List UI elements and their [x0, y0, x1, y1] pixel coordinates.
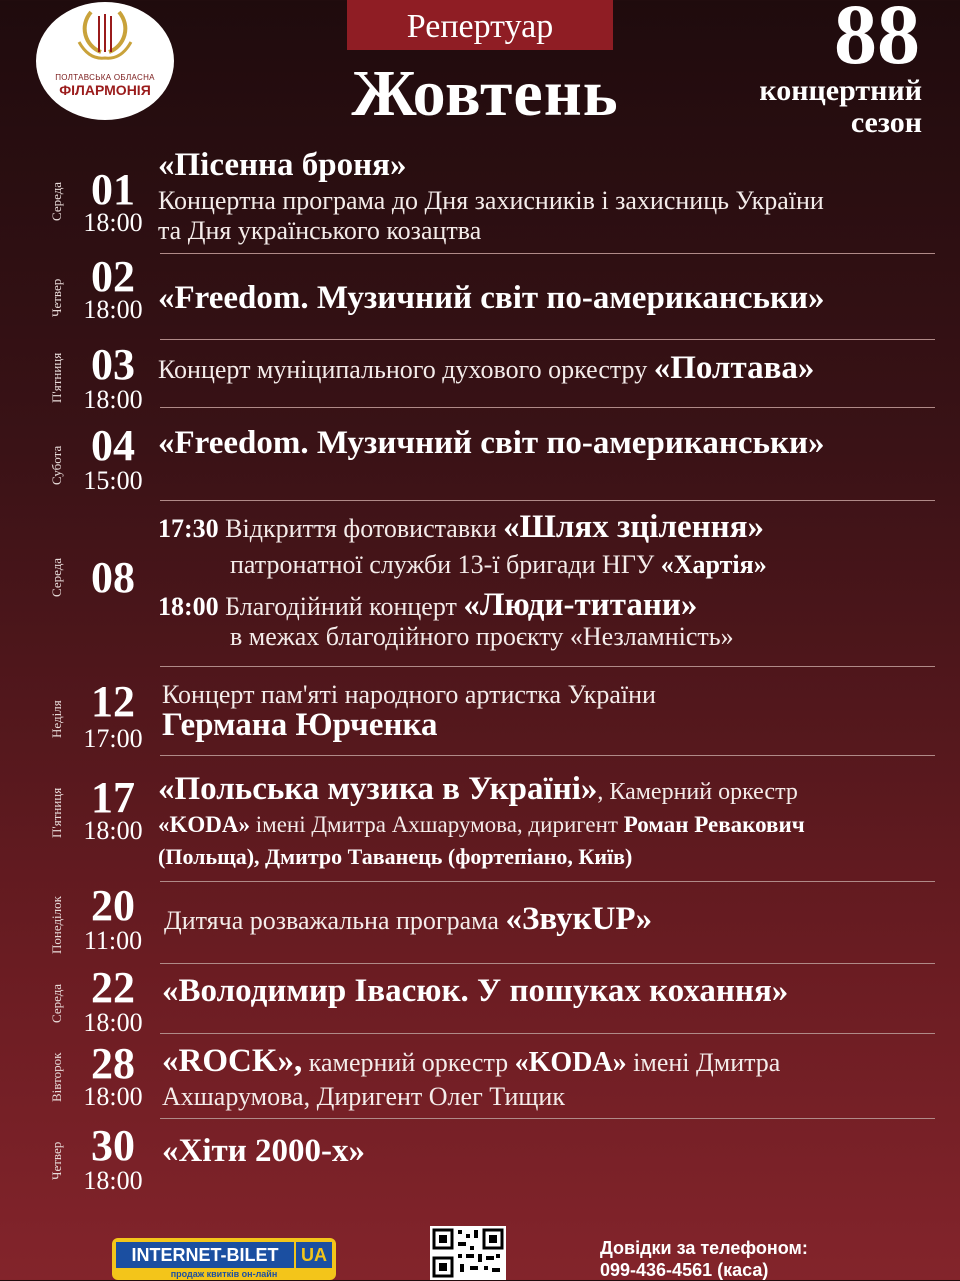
event-description: патронатної служби 13-ї бригади НГУ	[230, 550, 661, 579]
conductor-name: Роман Ревакович	[623, 812, 805, 837]
event-description: (Польща), Дмитро Таванець (фортепіано, Київ)	[158, 844, 633, 869]
event-time: 18:00	[83, 295, 143, 324]
event-day: 03	[91, 340, 135, 389]
event-line	[158, 587, 698, 623]
event-time: 17:30	[158, 514, 219, 543]
phone-label: Довідки за телефоном:	[600, 1238, 808, 1258]
event-title: «Хіти 2000-х»	[162, 1133, 365, 1169]
event-line	[158, 350, 815, 386]
event-weekday: Неділя	[49, 700, 64, 738]
event-weekday: Понеділок	[49, 896, 64, 954]
event-time: 18:00	[158, 592, 219, 621]
event-time: 18:00	[83, 1008, 143, 1037]
event-line	[158, 810, 805, 840]
event-title: «Хартія»	[660, 550, 767, 579]
event-weekday: Середа	[49, 983, 64, 1023]
event-description: , Камерний оркестр	[597, 779, 798, 805]
event-title: «ЗвукUP»	[505, 901, 653, 937]
divider	[160, 500, 935, 501]
logo-line-2: ФІЛАРМОНІЯ	[59, 82, 151, 98]
event-title: «Шлях зцілення»	[503, 509, 764, 545]
event-weekday: Четвер	[49, 278, 64, 318]
event-day: 22	[91, 963, 135, 1012]
orchestra-name: «KODA»	[158, 812, 250, 837]
qr-code-icon[interactable]	[430, 1226, 506, 1280]
event-time: 17:00	[83, 724, 143, 753]
phone-number[interactable]: 099-436-4561 (каса)	[600, 1260, 769, 1280]
divider	[160, 881, 935, 882]
event-title: «Польська музика в Україні»	[158, 771, 598, 807]
event-line	[162, 1043, 781, 1079]
event-weekday: Четвер	[49, 1141, 64, 1181]
event-description: імені Дмитра Ахшарумова, диригент	[250, 812, 624, 837]
orchestra-name: «KODA»	[514, 1047, 627, 1078]
event-time: 15:00	[83, 466, 143, 495]
event-line	[158, 509, 764, 545]
divider	[160, 1118, 935, 1119]
season-number: 88	[834, 0, 920, 82]
event-weekday: Середа	[49, 557, 64, 597]
event-time: 11:00	[83, 926, 143, 955]
event-day: 17	[91, 773, 135, 822]
season-label-2: сезон	[850, 106, 922, 139]
lyre-icon	[75, 2, 135, 64]
bilet-ua: UA	[296, 1242, 332, 1268]
logo-line-1: ПОЛТАВСЬКА ОБЛАСНА	[55, 73, 155, 82]
event-weekday: Вівторок	[49, 1052, 64, 1102]
event-description: Дитяча розважальна програма	[164, 906, 506, 935]
event-time: 18:00	[83, 1082, 143, 1111]
event-time: 18:00	[83, 208, 143, 237]
event-weekday: Субота	[49, 445, 64, 485]
event-time: 18:00	[83, 816, 143, 845]
event-description: Концерт пам'яті народного артистка України	[162, 680, 656, 709]
event-title: «Володимир Івасюк. У пошуках кохання»	[162, 973, 789, 1009]
divider	[160, 253, 935, 254]
bilet-subtitle: продаж квитків он-лайн	[170, 1269, 278, 1279]
event-day: 01	[91, 165, 135, 214]
event-day: 02	[91, 252, 135, 301]
event-title: «Люди-титани»	[463, 587, 698, 623]
event-title: «ROCK»,	[162, 1043, 303, 1079]
event-line	[230, 550, 767, 580]
event-description: імені Дмитра	[626, 1048, 781, 1077]
event-title: «Freedom. Музичний світ по-американськи»	[158, 425, 825, 461]
divider	[160, 339, 935, 340]
repertoire-ribbon: Репертуар	[347, 0, 613, 50]
divider	[160, 963, 935, 964]
philharmonic-logo	[36, 2, 174, 120]
event-time: 18:00	[83, 1166, 143, 1195]
event-title: «Freedom. Музичний світ по-американськи»	[158, 280, 825, 316]
event-description: в межах благодійного проєкту «Незламність»	[230, 622, 734, 651]
event-time: 18:00	[83, 385, 143, 414]
season-label-1: концертний	[759, 74, 922, 107]
event-weekday: П'ятниця	[49, 787, 64, 839]
event-description: Концертна програма до Дня захисників і захисниць України	[158, 186, 824, 215]
event-weekday: П'ятниця	[49, 352, 64, 404]
event-day: 08	[91, 553, 135, 602]
event-description: камерний оркестр	[302, 1048, 515, 1077]
internet-bilet-logo[interactable]	[112, 1238, 336, 1280]
event-day: 12	[91, 677, 135, 726]
page-title: Жовтень	[351, 57, 619, 130]
divider	[160, 666, 935, 667]
event-description: Благодійний концерт	[225, 592, 464, 621]
event-day: 20	[91, 881, 135, 930]
event-day: 30	[91, 1121, 135, 1170]
event-description: та Дня українського козацтва	[158, 216, 482, 245]
event-description: Відкриття фотовиставки	[225, 514, 504, 543]
divider	[160, 755, 935, 756]
divider	[160, 407, 935, 408]
event-description: Концерт муніципального духового оркестру	[158, 355, 654, 384]
event-line	[158, 771, 798, 807]
event-day: 28	[91, 1039, 135, 1088]
divider	[160, 1033, 935, 1034]
event-title: «Пісенна броня»	[158, 147, 407, 183]
event-title: Германа Юрченка	[162, 707, 438, 743]
event-weekday: Середа	[49, 181, 64, 221]
event-title: «Полтава»	[653, 350, 815, 386]
event-line	[164, 901, 653, 937]
event-day: 04	[91, 421, 135, 470]
bilet-brand: INTERNET-BILET	[116, 1242, 294, 1268]
event-description: Ахшарумова, Диригент Олег Тищик	[162, 1082, 565, 1111]
